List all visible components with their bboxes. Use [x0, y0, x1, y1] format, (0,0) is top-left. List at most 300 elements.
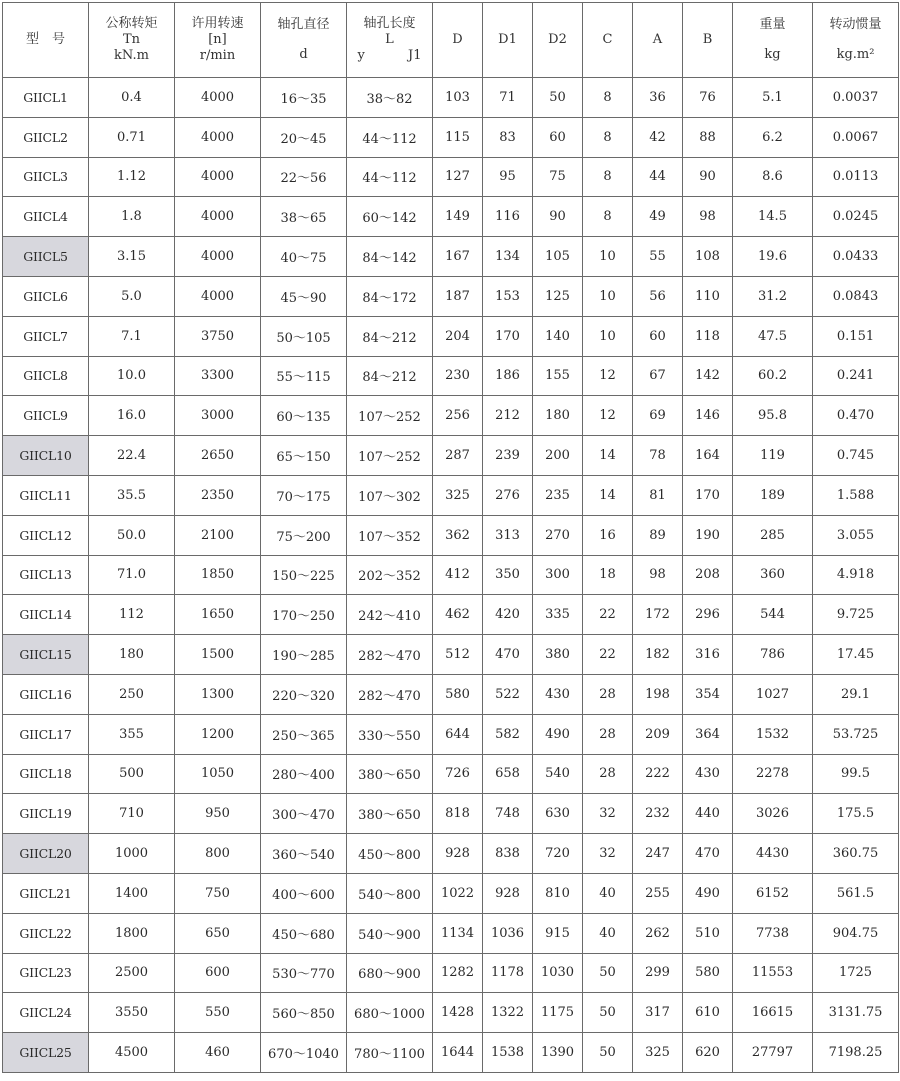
header-length-subtypes	[347, 48, 432, 64]
cell-speed: 1200	[175, 714, 261, 754]
cell-torque: 7.1	[89, 316, 175, 356]
header-D	[433, 3, 483, 78]
cell-D: 167	[433, 237, 483, 277]
cell-inertia: 53.725	[813, 714, 899, 754]
cell-B: 208	[683, 555, 733, 595]
cell-weight: 1027	[733, 674, 813, 714]
cell-bore: 55～115	[261, 356, 347, 396]
cell-D: 1428	[433, 993, 483, 1033]
cell-D: 462	[433, 595, 483, 635]
cell-torque: 180	[89, 635, 175, 675]
table-row	[3, 276, 899, 316]
cell-inertia: 0.0433	[813, 237, 899, 277]
header-length-name: 轴孔长度	[363, 16, 416, 31]
cell-length: 680～900	[347, 953, 433, 993]
table-row	[3, 714, 899, 754]
cell-B: 430	[683, 754, 733, 794]
cell-D: 1282	[433, 953, 483, 993]
header-D1	[483, 3, 533, 78]
cell-weight: 6.2	[733, 117, 813, 157]
cell-bore: 400～600	[261, 873, 347, 913]
header-model-label: 型 号	[25, 32, 65, 47]
cell-D: 127	[433, 157, 483, 197]
cell-bore: 150～225	[261, 555, 347, 595]
cell-C: 40	[583, 873, 633, 913]
cell-torque: 1.12	[89, 157, 175, 197]
cell-C: 18	[583, 555, 633, 595]
cell-C: 10	[583, 237, 633, 277]
cell-D1: 1322	[483, 993, 533, 1033]
cell-D2: 60	[533, 117, 583, 157]
cell-inertia: 0.241	[813, 356, 899, 396]
cell-length: 84～212	[347, 316, 433, 356]
cell-length: 84～142	[347, 237, 433, 277]
cell-D: 325	[433, 475, 483, 515]
cell-B: 364	[683, 714, 733, 754]
cell-A: 299	[633, 953, 683, 993]
cell-inertia: 4.918	[813, 555, 899, 595]
cell-length: 38～82	[347, 78, 433, 118]
cell-C: 32	[583, 834, 633, 874]
cell-C: 32	[583, 794, 633, 834]
cell-B: 110	[683, 276, 733, 316]
cell-A: 182	[633, 635, 683, 675]
cell-weight: 47.5	[733, 316, 813, 356]
table-row	[3, 674, 899, 714]
cell-C: 16	[583, 515, 633, 555]
header-torque	[89, 3, 175, 78]
cell-inertia: 175.5	[813, 794, 899, 834]
cell-bore: 20～45	[261, 117, 347, 157]
cell-inertia: 360.75	[813, 834, 899, 874]
cell-weight: 189	[733, 475, 813, 515]
header-weight-name: 重量	[759, 17, 786, 32]
cell-C: 28	[583, 714, 633, 754]
cell-bore: 360～540	[261, 834, 347, 874]
cell-torque: 1.8	[89, 197, 175, 237]
cell-A: 36	[633, 78, 683, 118]
cell-D2: 180	[533, 396, 583, 436]
cell-D1: 212	[483, 396, 533, 436]
cell-B: 316	[683, 635, 733, 675]
cell-C: 50	[583, 953, 633, 993]
cell-C: 14	[583, 475, 633, 515]
table-row	[3, 316, 899, 356]
cell-D2: 490	[533, 714, 583, 754]
cell-speed: 1850	[175, 555, 261, 595]
cell-C: 40	[583, 913, 633, 953]
cell-bore: 280～400	[261, 754, 347, 794]
cell-length: 107～352	[347, 515, 433, 555]
cell-D1: 1538	[483, 1033, 533, 1073]
cell-inertia: 3131.75	[813, 993, 899, 1033]
cell-torque: 355	[89, 714, 175, 754]
cell-model: GIICL8	[3, 356, 89, 396]
header-row	[3, 3, 899, 78]
header-A	[633, 3, 683, 78]
cell-A: 172	[633, 595, 683, 635]
header-torque-name: 公称转矩	[105, 16, 158, 31]
cell-C: 14	[583, 436, 633, 476]
table-row	[3, 834, 899, 874]
table-row	[3, 396, 899, 436]
table-row	[3, 993, 899, 1033]
cell-bore: 40～75	[261, 237, 347, 277]
cell-inertia: 1725	[813, 953, 899, 993]
cell-model: GIICL13	[3, 555, 89, 595]
cell-length: 107～252	[347, 396, 433, 436]
cell-B: 190	[683, 515, 733, 555]
cell-torque: 2500	[89, 953, 175, 993]
cell-B: 142	[683, 356, 733, 396]
table-row	[3, 157, 899, 197]
table-row	[3, 436, 899, 476]
cell-torque: 250	[89, 674, 175, 714]
cell-D2: 630	[533, 794, 583, 834]
coupling-spec-table	[2, 2, 899, 1073]
cell-speed: 1300	[175, 674, 261, 714]
cell-D2: 235	[533, 475, 583, 515]
cell-length: 380～650	[347, 754, 433, 794]
cell-D: 103	[433, 78, 483, 118]
cell-speed: 2350	[175, 475, 261, 515]
cell-model: GIICL15	[3, 635, 89, 675]
cell-D: 412	[433, 555, 483, 595]
cell-B: 108	[683, 237, 733, 277]
cell-B: 580	[683, 953, 733, 993]
cell-model: GIICL14	[3, 595, 89, 635]
header-model	[3, 3, 89, 78]
cell-torque: 1000	[89, 834, 175, 874]
cell-model: GIICL5	[3, 237, 89, 277]
cell-weight: 4430	[733, 834, 813, 874]
cell-bore: 670～1040	[261, 1033, 347, 1073]
cell-inertia: 0.0245	[813, 197, 899, 237]
cell-B: 90	[683, 157, 733, 197]
cell-B: 296	[683, 595, 733, 635]
cell-speed: 650	[175, 913, 261, 953]
cell-bore: 530～770	[261, 953, 347, 993]
cell-speed: 2100	[175, 515, 261, 555]
cell-D2: 125	[533, 276, 583, 316]
cell-B: 76	[683, 78, 733, 118]
cell-A: 232	[633, 794, 683, 834]
cell-D2: 430	[533, 674, 583, 714]
cell-D2: 915	[533, 913, 583, 953]
cell-B: 146	[683, 396, 733, 436]
table-row	[3, 794, 899, 834]
cell-weight: 60.2	[733, 356, 813, 396]
cell-speed: 750	[175, 873, 261, 913]
cell-model: GIICL21	[3, 873, 89, 913]
cell-length: 780～1100	[347, 1033, 433, 1073]
header-D-label: D	[452, 32, 463, 47]
cell-A: 67	[633, 356, 683, 396]
cell-D1: 186	[483, 356, 533, 396]
cell-D: 287	[433, 436, 483, 476]
cell-model: GIICL12	[3, 515, 89, 555]
cell-weight: 31.2	[733, 276, 813, 316]
table-row	[3, 595, 899, 635]
cell-inertia: 99.5	[813, 754, 899, 794]
cell-D: 204	[433, 316, 483, 356]
cell-bore: 450～680	[261, 913, 347, 953]
cell-D1: 928	[483, 873, 533, 913]
cell-D: 230	[433, 356, 483, 396]
cell-model: GIICL23	[3, 953, 89, 993]
cell-A: 89	[633, 515, 683, 555]
cell-D2: 1175	[533, 993, 583, 1033]
table-body	[3, 78, 899, 1073]
cell-weight: 7738	[733, 913, 813, 953]
cell-C: 10	[583, 276, 633, 316]
header-length-j1: J1	[408, 48, 422, 63]
cell-model: GIICL9	[3, 396, 89, 436]
cell-B: 354	[683, 674, 733, 714]
cell-D2: 1390	[533, 1033, 583, 1073]
cell-B: 490	[683, 873, 733, 913]
cell-D2: 380	[533, 635, 583, 675]
cell-D1: 522	[483, 674, 533, 714]
cell-model: GIICL25	[3, 1033, 89, 1073]
cell-D1: 95	[483, 157, 533, 197]
cell-D2: 540	[533, 754, 583, 794]
cell-D2: 200	[533, 436, 583, 476]
cell-inertia: 17.45	[813, 635, 899, 675]
cell-speed: 550	[175, 993, 261, 1033]
header-B	[683, 3, 733, 78]
cell-D: 115	[433, 117, 483, 157]
cell-model: GIICL3	[3, 157, 89, 197]
cell-bore: 16～35	[261, 78, 347, 118]
cell-A: 78	[633, 436, 683, 476]
table-row	[3, 356, 899, 396]
header-B-label: B	[702, 32, 713, 47]
cell-C: 28	[583, 674, 633, 714]
cell-D2: 335	[533, 595, 583, 635]
cell-weight: 8.6	[733, 157, 813, 197]
cell-C: 50	[583, 1033, 633, 1073]
cell-D2: 720	[533, 834, 583, 874]
cell-C: 22	[583, 635, 633, 675]
cell-torque: 22.4	[89, 436, 175, 476]
cell-D: 818	[433, 794, 483, 834]
cell-D1: 83	[483, 117, 533, 157]
cell-bore: 50～105	[261, 316, 347, 356]
cell-model: GIICL16	[3, 674, 89, 714]
cell-length: 60～142	[347, 197, 433, 237]
cell-C: 8	[583, 117, 633, 157]
cell-length: 202～352	[347, 555, 433, 595]
cell-speed: 2650	[175, 436, 261, 476]
cell-inertia: 561.5	[813, 873, 899, 913]
cell-B: 620	[683, 1033, 733, 1073]
cell-model: GIICL18	[3, 754, 89, 794]
cell-model: GIICL17	[3, 714, 89, 754]
header-bore-name: 轴孔直径	[277, 17, 330, 32]
cell-bore: 190～285	[261, 635, 347, 675]
cell-B: 164	[683, 436, 733, 476]
cell-D1: 239	[483, 436, 533, 476]
table-row	[3, 475, 899, 515]
table-row	[3, 515, 899, 555]
table-header	[3, 3, 899, 78]
cell-inertia: 0.0113	[813, 157, 899, 197]
cell-B: 610	[683, 993, 733, 1033]
cell-bore: 22～56	[261, 157, 347, 197]
header-speed-name: 许用转速	[191, 16, 244, 31]
cell-model: GIICL20	[3, 834, 89, 874]
cell-D: 1134	[433, 913, 483, 953]
cell-A: 317	[633, 993, 683, 1033]
cell-weight: 16615	[733, 993, 813, 1033]
cell-weight: 14.5	[733, 197, 813, 237]
cell-D2: 105	[533, 237, 583, 277]
cell-length: 282～470	[347, 674, 433, 714]
cell-torque: 112	[89, 595, 175, 635]
cell-D1: 1178	[483, 953, 533, 993]
cell-torque: 10.0	[89, 356, 175, 396]
cell-D1: 153	[483, 276, 533, 316]
cell-D1: 116	[483, 197, 533, 237]
header-torque-symbol: Tn	[122, 32, 141, 47]
cell-speed: 4000	[175, 157, 261, 197]
cell-bore: 300～470	[261, 794, 347, 834]
cell-D1: 582	[483, 714, 533, 754]
cell-length: 380～650	[347, 794, 433, 834]
cell-A: 209	[633, 714, 683, 754]
header-torque-unit: kN.m	[114, 48, 149, 63]
cell-D2: 140	[533, 316, 583, 356]
cell-D1: 838	[483, 834, 533, 874]
cell-speed: 950	[175, 794, 261, 834]
cell-speed: 460	[175, 1033, 261, 1073]
cell-D: 187	[433, 276, 483, 316]
cell-length: 84～212	[347, 356, 433, 396]
cell-A: 98	[633, 555, 683, 595]
cell-weight: 6152	[733, 873, 813, 913]
cell-torque: 71.0	[89, 555, 175, 595]
cell-weight: 3026	[733, 794, 813, 834]
cell-speed: 4000	[175, 276, 261, 316]
header-D2	[533, 3, 583, 78]
cell-bore: 75～200	[261, 515, 347, 555]
cell-model: GIICL7	[3, 316, 89, 356]
cell-B: 440	[683, 794, 733, 834]
table-row	[3, 913, 899, 953]
cell-A: 44	[633, 157, 683, 197]
table-row	[3, 117, 899, 157]
cell-D1: 470	[483, 635, 533, 675]
cell-length: 107～302	[347, 475, 433, 515]
cell-D: 928	[433, 834, 483, 874]
cell-A: 247	[633, 834, 683, 874]
cell-bore: 170～250	[261, 595, 347, 635]
cell-D1: 658	[483, 754, 533, 794]
cell-bore: 250～365	[261, 714, 347, 754]
cell-inertia: 904.75	[813, 913, 899, 953]
cell-torque: 710	[89, 794, 175, 834]
cell-D: 256	[433, 396, 483, 436]
cell-D2: 1030	[533, 953, 583, 993]
cell-D1: 134	[483, 237, 533, 277]
cell-A: 56	[633, 276, 683, 316]
cell-B: 470	[683, 834, 733, 874]
cell-torque: 16.0	[89, 396, 175, 436]
header-weight-unit: kg	[764, 47, 781, 62]
cell-length: 540～800	[347, 873, 433, 913]
table-row	[3, 78, 899, 118]
header-weight	[733, 3, 813, 78]
cell-length: 44～112	[347, 157, 433, 197]
header-speed-unit: r/min	[199, 48, 236, 63]
table-row	[3, 873, 899, 913]
cell-length: 242～410	[347, 595, 433, 635]
cell-D2: 75	[533, 157, 583, 197]
cell-D1: 71	[483, 78, 533, 118]
cell-weight: 95.8	[733, 396, 813, 436]
cell-model: GIICL4	[3, 197, 89, 237]
cell-C: 8	[583, 197, 633, 237]
cell-speed: 3000	[175, 396, 261, 436]
cell-C: 10	[583, 316, 633, 356]
cell-model: GIICL19	[3, 794, 89, 834]
cell-weight: 786	[733, 635, 813, 675]
header-length	[347, 3, 433, 78]
header-inertia-unit: kg.m²	[836, 47, 875, 62]
cell-bore: 60～135	[261, 396, 347, 436]
cell-speed: 4000	[175, 117, 261, 157]
cell-D2: 90	[533, 197, 583, 237]
cell-C: 22	[583, 595, 633, 635]
cell-A: 222	[633, 754, 683, 794]
cell-A: 198	[633, 674, 683, 714]
cell-D: 1644	[433, 1033, 483, 1073]
cell-C: 8	[583, 157, 633, 197]
cell-D2: 270	[533, 515, 583, 555]
cell-inertia: 0.0037	[813, 78, 899, 118]
cell-A: 55	[633, 237, 683, 277]
cell-torque: 5.0	[89, 276, 175, 316]
header-D2-label: D2	[548, 32, 567, 47]
header-A-label: A	[652, 32, 663, 47]
cell-speed: 4000	[175, 78, 261, 118]
cell-B: 510	[683, 913, 733, 953]
cell-C: 12	[583, 396, 633, 436]
cell-length: 330～550	[347, 714, 433, 754]
cell-length: 450～800	[347, 834, 433, 874]
cell-speed: 1050	[175, 754, 261, 794]
cell-torque: 4500	[89, 1033, 175, 1073]
cell-C: 8	[583, 78, 633, 118]
cell-weight: 11553	[733, 953, 813, 993]
cell-length: 282～470	[347, 635, 433, 675]
table-row	[3, 197, 899, 237]
header-bore-symbol: d	[299, 47, 308, 62]
cell-C: 28	[583, 754, 633, 794]
cell-model: GIICL10	[3, 436, 89, 476]
cell-A: 69	[633, 396, 683, 436]
cell-inertia: 0.151	[813, 316, 899, 356]
cell-bore: 65～150	[261, 436, 347, 476]
cell-inertia: 7198.25	[813, 1033, 899, 1073]
cell-inertia: 3.055	[813, 515, 899, 555]
cell-model: GIICL22	[3, 913, 89, 953]
cell-D: 580	[433, 674, 483, 714]
cell-C: 12	[583, 356, 633, 396]
cell-model: GIICL11	[3, 475, 89, 515]
cell-bore: 45～90	[261, 276, 347, 316]
